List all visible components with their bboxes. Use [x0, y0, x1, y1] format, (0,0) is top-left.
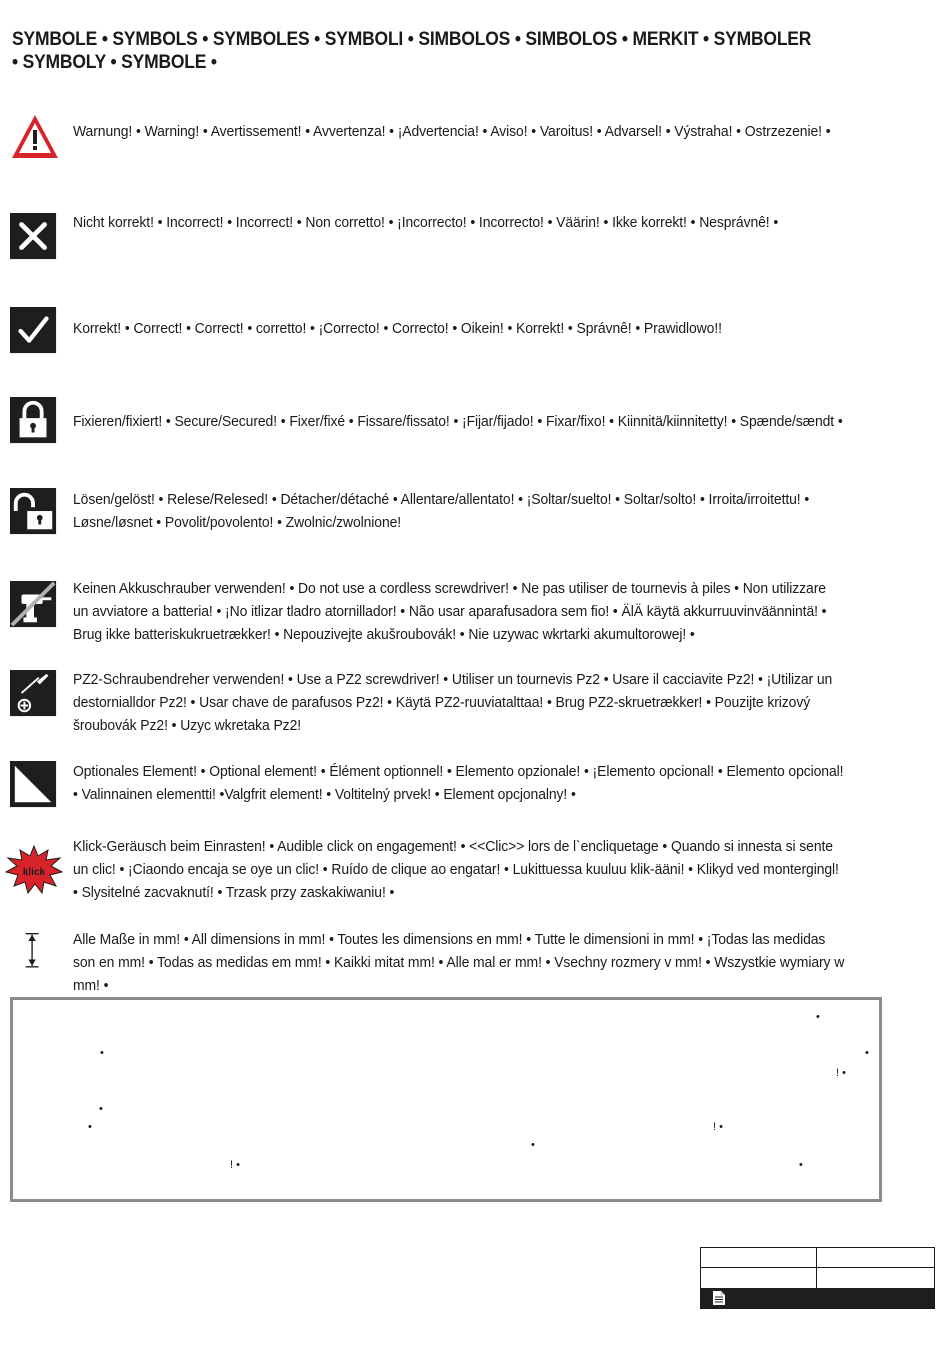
revision-footer-bar: [701, 1288, 934, 1308]
symbol-text-warning: Warnung! • Warning! • Avertissement! • Avvertenza! • ¡Advertencia! • Aviso! • Varoitus! • Advarsel! • Výstraha! • Ostrzezenie! •: [73, 123, 831, 140]
box-mark: •: [816, 1011, 820, 1023]
symbol-row-no-cordless-screwdriver: [10, 577, 910, 643]
symbol-row-incorrect: [10, 211, 910, 261]
symbol-text-optional-element: Optionales Element! • Optional element! • Élément optionnel! • Elemento opzionale! • ¡Elemento opcional! • Elemento opcional! • Valinnainen elementti! •Valgfrit element! • Voltitelný prvek! • Element opcjonalny! •: [73, 763, 844, 803]
translation-placeholder-box: [10, 997, 882, 1202]
symbol-row-dimensions: [10, 928, 910, 994]
symbol-row-optional-element: [10, 760, 910, 810]
revision-table: [700, 1247, 935, 1309]
no-cordless-screwdriver-icon: [10, 581, 58, 629]
symbols-heading: SYMBOLE • SYMBOLS • SYMBOLES • SYMBOLI • SIMBOLOS • SIMBOLOS • MERKIT • SYMBOLER • SYMBOLY • SYMBOLE •: [12, 29, 812, 73]
box-mark: ! •: [836, 1067, 846, 1079]
box-mark: ! •: [230, 1159, 240, 1171]
symbol-row-pz2-screwdriver: [10, 668, 910, 734]
warning-triangle-icon: [10, 112, 60, 162]
click-icon-label: klick: [22, 867, 46, 878]
symbol-row-secure: [10, 397, 910, 447]
symbol-row-correct: [10, 307, 910, 357]
box-mark: •: [99, 1103, 103, 1115]
symbol-text-dimensions: Alle Maße in mm! • All dimensions in mm! • Toutes les dimensions en mm! • Tutte le dimensioni in mm! • ¡Todas las medidas son en mm! • Todas as medidas em mm! • Kaikki mitat mm! • Alle mal er mm! • Vsechny rozmery v mm! • Wszystkie wymiary w mm! •: [73, 931, 845, 994]
symbol-text-release: Lösen/gelöst! • Relese/Relesed! • Détacher/détaché • Allentare/allentato! • ¡Soltar/suelto! • Soltar/solto! • Irroita/irroitettu! • Løsne/løsnet • Povolit/povolento! • Zwolnic/zwolnione!: [73, 491, 810, 531]
symbol-text-no-cordless-screwdriver: Keinen Akkuschrauber verwenden! • Do not use a cordless screwdriver! • Ne pas utiliser de tournevis à piles • Non utilizzare un avviatore a batteria! • ¡No itlizar tladro atornillador! • Não usar aparafusadora sem fio! • ÄlÄ käytä akkurruuvinväännintä! • Brug ikke batteriskukruetrækker! • Nepouzivejte akušroubovák! • Nie uzywac wkrtarki akumultorowej! •: [73, 580, 827, 643]
box-mark: ! •: [713, 1121, 723, 1133]
document-icon: [711, 1290, 727, 1306]
table-divider: [816, 1248, 817, 1289]
lock-open-icon: [10, 488, 58, 536]
lock-closed-icon: [10, 397, 58, 445]
symbol-text-incorrect: Nicht korrekt! • Incorrect! • Incorrect! • Non corretto! • ¡Incorrecto! • Incorrecto! • Väärin! • Ikke korrekt! • Nesprávnê! •: [73, 214, 779, 231]
box-mark: •: [531, 1139, 535, 1151]
symbol-row-click: [10, 835, 910, 905]
box-mark: •: [799, 1159, 803, 1171]
symbol-row-warning: [10, 112, 910, 162]
symbol-text-click: Klick-Geräusch beim Einrasten! • Audible click on engagement! • <<Clic>> lors de l`encliquetage • Quando si innesta si sente un clic! • ¡Ciaondo encaja se oye un clic! • Ruído de clique ao engatar! • Lukittuessa kuuluu klik-ääni! • Klikyd ved montergingl! • Slysitelné zacvaknutí! • Trzask przy zaskakiwaniu! •: [73, 838, 839, 901]
table-divider: [701, 1267, 934, 1268]
box-mark: •: [88, 1121, 92, 1133]
symbol-text-pz2-screwdriver: PZ2-Schraubendreher verwenden! • Use a PZ2 screwdriver! • Utiliser un tournevis Pz2 • Usare il cacciavite Pz2! • ¡Utilizar un destornialldor Pz2! • Usar chave de parafusos Pz2! • Käytä PZ2-ruuviatalttaa! • Brug PZ2-skruetrækker! • Pouzijte krizový šroubovák Pz2! • Uzyc wkretaka Pz2!: [73, 671, 833, 734]
symbol-text-secure: Fixieren/fixiert! • Secure/Secured! • Fixer/fixé • Fissare/fissato! • ¡Fijar/fijado! • Fixar/fixo! • Kiinnitä/kiinnitetty! • Spænde/sændt •: [73, 413, 843, 430]
symbol-text-correct: Korrekt! • Correct! • Correct! • corretto! • ¡Correcto! • Correcto! • Oikein! • Korrekt! • Správnê! • Prawidlowo!!: [73, 320, 722, 337]
correct-check-icon: [10, 307, 58, 355]
dimension-arrow-icon: [10, 930, 56, 976]
optional-element-icon: [10, 761, 58, 809]
pz2-screwdriver-icon: [10, 670, 58, 718]
box-mark: •: [865, 1047, 869, 1059]
incorrect-cross-icon: [10, 213, 58, 261]
click-sound-icon: [4, 843, 64, 895]
symbol-row-release: [10, 488, 910, 538]
box-mark: •: [100, 1047, 104, 1059]
